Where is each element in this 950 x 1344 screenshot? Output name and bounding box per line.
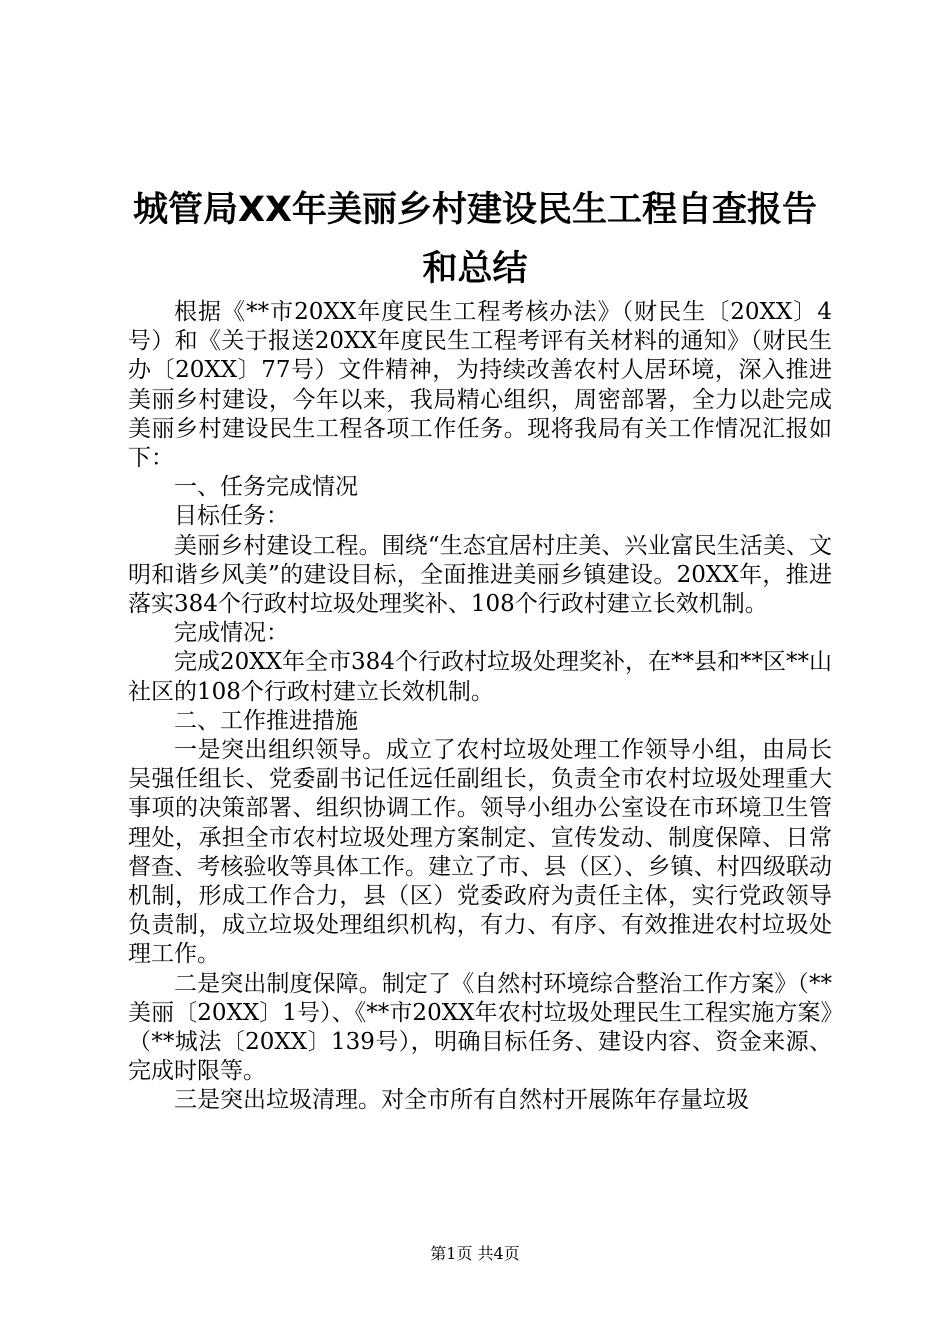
subheading-target-tasks: 目标任务：: [174, 503, 289, 530]
document-title-line-2: 和总结: [422, 249, 528, 289]
section-heading-task-completion: 一、任务完成情况: [174, 474, 358, 501]
paragraph-measure-institution: 二是突出制度保障。制定了《自然村环境综合整治工作方案》（**美丽〔20XX〕1号）、《**市20XX年农村垃圾处理民生工程实施方案》（**城法〔20XX〕139号），明确目标任务、建设内容、资金来源、完成时限等。: [128, 970, 832, 1085]
paragraph-completion-status: 完成20XX年全市384个行政村垃圾处理奖补，在**县和**区**山社区的108个行政村建立长效机制。: [128, 649, 832, 705]
paragraph-measure-cleanup: 三是突出垃圾清理。对全市所有自然村开展陈年存量垃圾: [174, 1087, 749, 1114]
paragraph-measure-organization: 一是突出组织领导。成立了农村垃圾处理工作领导小组，由局长吴强任组长、党委副书记任远任副组长，负责全市农村垃圾处理重大事项的决策部署、组织协调工作。领导小组办公室设在市环境卫生管理处，承担全市农村垃圾处理方案制定、宣传发动、制度保障、日常督查、考核验收等具体工作。建立了市、县（区）、乡镇、村四级联动机制，形成工作合力，县（区）党委政府为责任主体，实行党政领导负责制，成立垃圾处理组织机构，有力、有序、有效推进农村垃圾处理工作。: [128, 737, 832, 968]
page-footer: 第1页 共4页: [430, 1244, 520, 1263]
paragraph-intro: 根据《**市20XX年度民生工程考核办法》（财民生〔20XX〕4号）和《关于报送20XX年度民生工程考评有关材料的通知》（财民生办〔20XX〕77号）文件精神，为持续改善农村人居环境，深入推进美丽乡村建设，今年以来，我局精心组织，周密部署，全力以赴完成美丽乡村建设民生工程各项工作任务。现将我局有关工作情况汇报如下：: [128, 299, 832, 472]
paragraph-target-tasks: 美丽乡村建设工程。围绕“生态宜居村庄美、兴业富民生活美、文明和谐乡风美”的建设目标，全面推进美丽乡镇建设。20XX年，推进落实384个行政村垃圾处理奖补、108个行政村建立长效机制。: [128, 532, 832, 618]
document-body: [128, 298, 832, 1116]
document-title-line-1: 城管局XX年美丽乡村建设民生工程自查报告: [133, 190, 817, 230]
subheading-completion-status: 完成情况：: [174, 620, 289, 647]
section-heading-work-measures: 二、工作推进措施: [174, 707, 358, 734]
